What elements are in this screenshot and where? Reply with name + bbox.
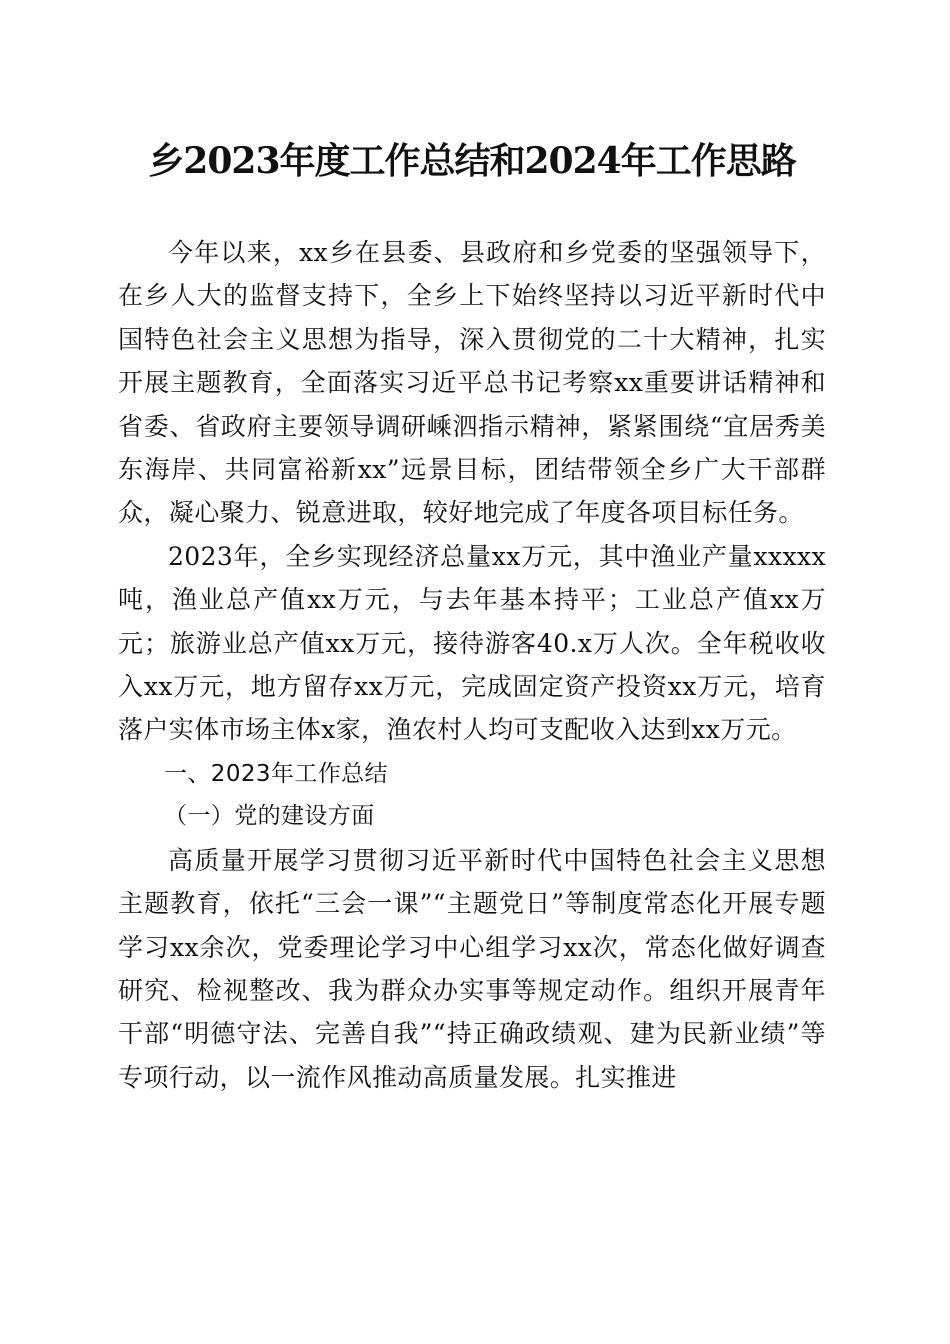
party-building-paragraph: 高质量开展学习贯彻习近平新时代中国特色社会主义思想主题教育，依托“三会一课”“主题党日”等制度常态化开展专题学习xx余次，党委理论学习中心组学习xx次，常态化做好调查研究、检视整改、我为群众办实事等规定动作。组织开展青年干部“明德守法、完善自我”“持正确政绩观、建为民新业绩”等专项行动，以一流作风推动高质量发展。扎实推进 — [118, 845, 826, 1092]
document-title: 乡2023年度工作总结和2024年工作思路 — [148, 140, 796, 182]
section-heading-work-summary: 一、2023年工作总结 — [164, 760, 388, 787]
document-body — [118, 231, 826, 1099]
stats-paragraph: 2023年，全乡实现经济总量xx万元，其中渔业产量xxxxx吨，渔业总产值xx万元，与去年基本持平；工业总产值xx万元；旅游业总产值xx万元，接待游客40.x万人次。全年税收收入xx万元，地方留存xx万元，完成固定资产投资xx万元，培育落户实体市场主体x家，渔农村人均可支配收入达到xx万元。 — [118, 541, 826, 745]
subsection-heading-party-building: （一）党的建设方面 — [164, 803, 375, 830]
intro-paragraph: 今年以来，xx乡在县委、县政府和乡党委的坚强领导下，在乡人大的监督支持下，全乡上下始终坚持以习近平新时代中国特色社会主义思想为指导，深入贯彻党的二十大精神，扎实开展主题教育，全面落实习近平总书记考察xx重要讲话精神和省委、省政府主要领导调研嵊泗指示精神，紧紧围绕“宜居秀美东海岸、共同富裕新xx”远景目标，团结带领全乡广大干部群众，凝心聚力、锐意进取，较好地完成了年度各项目标任务。 — [118, 238, 826, 528]
